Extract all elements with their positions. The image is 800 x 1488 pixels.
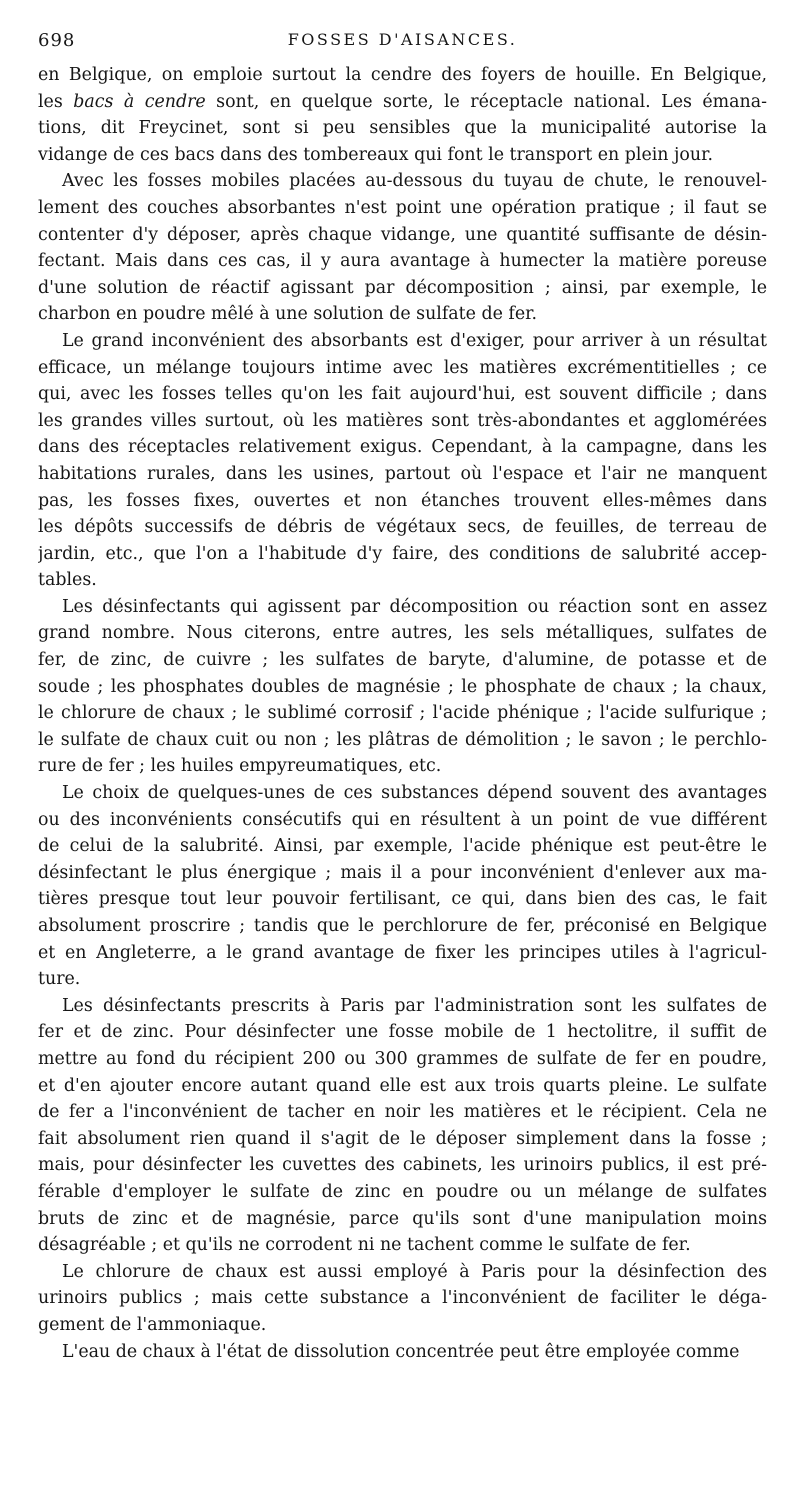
text-line: Le choix de quelques-unes de ces substances dépend souvent des avantages (62, 783, 767, 804)
paragraph (38, 168, 767, 328)
text-line: ou des inconvénients consécutifs qui en résultent à un point de vue différent (38, 809, 767, 830)
text-line: grand nombre. Nous citerons, entre autres, les sels métalliques, sulfates de (38, 623, 767, 644)
paragraph (38, 1339, 767, 1366)
body-text (38, 62, 767, 1365)
text-line: d'une solution de réactif agissant par décomposition ; ainsi, par exemple, le (38, 277, 767, 298)
text-line: bruts de zinc et de magnésie, parce qu'ils sont d'une manipulation moins (38, 1208, 767, 1229)
text-line: contenter d'y déposer, après chaque vidange, une quantité suffisante de désin- (38, 224, 767, 245)
text-line: le sulfate de chaux cuit ou non ; les plâtras de démolition ; le savon ; le perchlo- (38, 729, 767, 750)
text-line: les dépôts successifs de débris de végétaux secs, de feuilles, de terreau de (38, 517, 767, 538)
paragraph (38, 594, 767, 780)
page-number: 698 (38, 30, 76, 51)
text-line: Les désinfectants qui agissent par décomposition ou réaction sont en assez (62, 596, 767, 617)
text-line: efficace, un mélange toujours intime avec les matières excrémentitielles ; ce (38, 357, 767, 378)
paragraph (38, 328, 767, 594)
text-line: les grandes villes surtout, où les matières sont très-abondantes et agglomérées (38, 410, 767, 431)
text-line: de celui de la salubrité. Ainsi, par exemple, l'acide phénique est peut-être le (38, 836, 767, 857)
text-line: ture. (38, 969, 81, 990)
text-line: fer, de zinc, de cuivre ; les sulfates de baryte, d'alumine, de potasse et de (38, 650, 767, 671)
text-line: L'eau de chaux à l'état de dissolution concentrée peut être employée comme (62, 1341, 740, 1362)
text-line: tières presque tout leur pouvoir fertilisant, ce qui, dans bien des cas, le fait (38, 889, 767, 910)
text-line: Le grand inconvénient des absorbants est d'exiger, pour arriver à un résultat (62, 330, 767, 351)
text-line: soude ; les phosphates doubles de magnésie ; le phosphate de chaux ; la chaux, (38, 676, 767, 697)
text-line: pas, les fosses fixes, ouvertes et non étanches trouvent elles-mêmes dans (38, 490, 767, 511)
text-line: tions, dit Freycinet, sont si peu sensibles que la municipalité autorise la (38, 118, 767, 139)
text-line: charbon en poudre mêlé à une solution de sulfate de fer. (38, 304, 538, 325)
text-line: Avec les fosses mobiles placées au-dessous du tuyau de chute, le renouvel- (62, 171, 767, 192)
paragraph (38, 1259, 767, 1339)
text-line: Le chlorure de chaux est aussi employé à Paris pour la désinfection des (62, 1261, 767, 1282)
text-line: habitations rurales, dans les usines, partout où l'espace et l'air ne manquent (38, 463, 767, 484)
running-title: FOSSES D'AISANCES. (287, 30, 518, 49)
page-header (38, 30, 767, 54)
text-line: rure de fer ; les huiles empyreumatiques, etc. (38, 756, 442, 777)
paragraph (38, 993, 767, 1259)
text-line: et d'en ajouter encore autant quand elle est aux trois quarts pleine. Le sulfate (38, 1075, 767, 1096)
text-line: en Belgique, on emploie surtout la cendre des foyers de houille. En Belgique, (38, 65, 767, 85)
text-line: urinoirs publics ; mais cette substance a l'inconvénient de faciliter le déga- (38, 1288, 767, 1309)
text-line: vidange de ces bacs dans des tombereaux qui font le transport en plein jour. (38, 144, 714, 165)
text-line: désagréable ; et qu'ils ne corrodent ni ne tachent comme le sulfate de fer. (38, 1235, 691, 1256)
text-line: mais, pour désinfecter les cuvettes des cabinets, les urinoirs publics, il est pré- (38, 1155, 767, 1176)
text-line: fectant. Mais dans ces cas, il y aura avantage à humecter la matière poreuse (38, 251, 767, 272)
text-line: férable d'employer le sulfate de zinc en poudre ou un mélange de sulfates (38, 1181, 767, 1202)
text-line: de fer a l'inconvénient de tacher en noir les matières et le récipient. Cela ne (38, 1102, 767, 1123)
text-line: lement des couches absorbantes n'est point une opération pratique ; il faut se (38, 197, 767, 218)
text-line: et en Angleterre, a le grand avantage de fixer les principes utiles à l'agricul- (38, 942, 767, 963)
text-line: fait absolument rien quand il s'agit de le déposer simplement dans la fosse ; (38, 1128, 767, 1149)
text-line: dans des réceptacles relativement exigus. Cependant, à la campagne, dans les (38, 437, 767, 458)
text-line: tables. (38, 570, 97, 591)
text-line: gement de l'ammoniaque. (38, 1314, 267, 1335)
text-line: absolument proscrire ; tandis que le perchlorure de fer, préconisé en Belgique (38, 916, 767, 936)
text-line: Les désinfectants prescrits à Paris par l'administration sont les sulfates de (62, 995, 767, 1016)
text-line: qui, avec les fosses telles qu'on les fait aujourd'hui, est souvent difficile ; dans (38, 384, 767, 405)
text-line: fer et de zinc. Pour désinfecter une fosse mobile de 1 hectolitre, il suffit de (38, 1022, 767, 1043)
text-line: le chlorure de chaux ; le sublimé corrosif ; l'acide phénique ; l'acide sulfurique ; (38, 703, 767, 724)
paragraph (38, 62, 767, 168)
paragraph (38, 780, 767, 993)
text-line: les bacs à cendre sont, en quelque sorte, le réceptacle national. Les émana- (38, 91, 767, 112)
book-page (38, 30, 767, 1365)
text-line: mettre au fond du récipient 200 ou 300 grammes de sulfate de fer en poudre, (38, 1048, 767, 1069)
text-line: désinfectant le plus énergique ; mais il a pour inconvénient d'enlever aux ma- (38, 862, 767, 883)
text-line: jardin, etc., que l'on a l'habitude d'y faire, des conditions de salubrité accep- (38, 543, 767, 564)
